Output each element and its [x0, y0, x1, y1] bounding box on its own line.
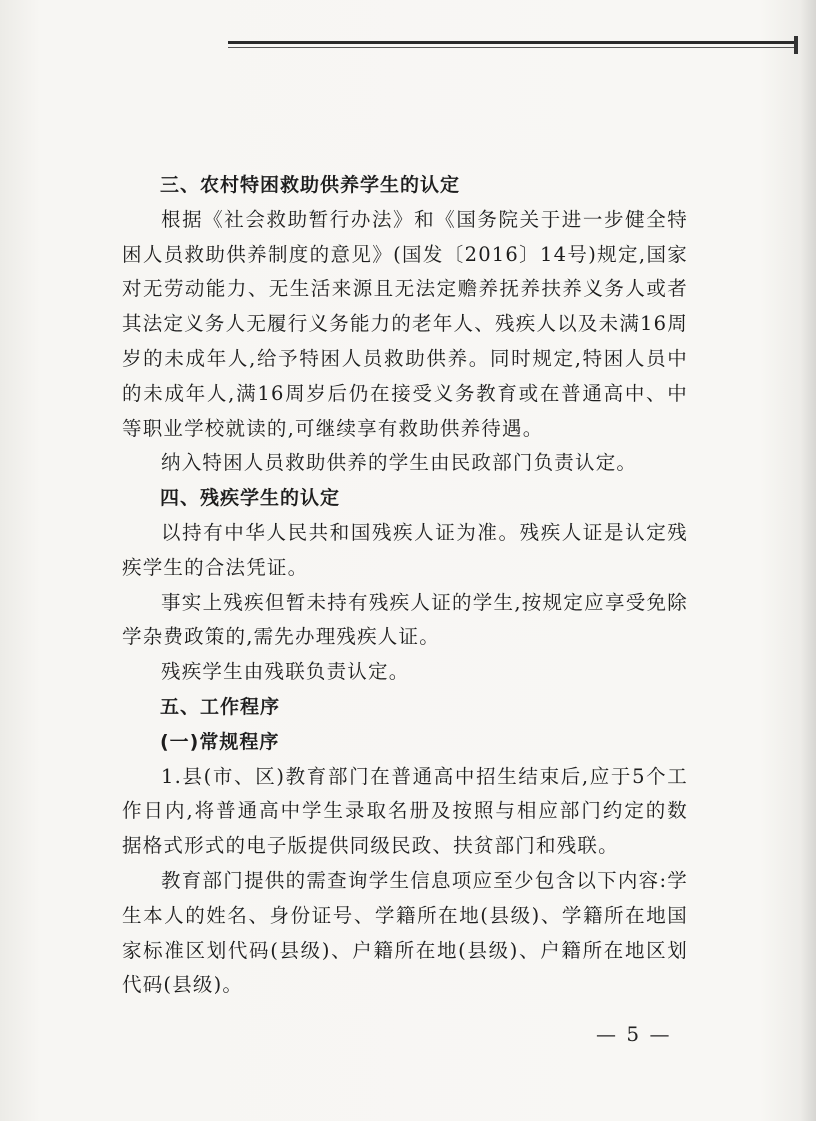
- header-rule-thin: [228, 47, 796, 48]
- page-number: — 5 —: [596, 1022, 672, 1046]
- section-heading-5: 五、工作程序: [160, 695, 281, 718]
- header-rule: [228, 41, 796, 44]
- document-body: [122, 168, 688, 1003]
- paragraph: 1.县(市、区)教育部门在普通高中招生结束后,应于5个工作日内,将普通高中学生录取名册及按照与相应部门约定的数据格式形式的电子版提供同级民政、扶贫部门和残联。: [122, 764, 688, 858]
- edge-mark: [794, 36, 798, 54]
- paragraph: 教育部门提供的需查询学生信息项应至少包含以下内容:学生本人的姓名、身份证号、学籍所在地(县级)、学籍所在地国家标准区划代码(县级)、户籍所在地(县级)、户籍所在地区划代码(县级)。: [122, 868, 688, 997]
- paragraph: 根据《社会救助暂行办法》和《国务院关于进一步健全特困人员救助供养制度的意见》(国发〔2016〕14号)规定,国家对无劳动能力、无生活来源且无法定赡养抚养扶养义务人或者其法定义务人无履行义务能力的老年人、残疾人以及未满16周岁的未成年人,给予特困人员救助供养。同时规定,特困人员中的未成年人,满16周岁后仍在接受义务教育或在普通高中、中等职业学校就读的,可继续享有救助供养待遇。: [122, 207, 688, 440]
- subsection-heading: (一)常规程序: [160, 730, 280, 753]
- paragraph: 事实上残疾但暂未持有残疾人证的学生,按规定应享受免除学杂费政策的,需先办理残疾人证。: [122, 590, 688, 649]
- section-heading-3: 三、农村特困救助供养学生的认定: [160, 174, 461, 196]
- page-edge-shadow: [800, 0, 816, 1121]
- paragraph: 以持有中华人民共和国残疾人证为准。残疾人证是认定残疾学生的合法凭证。: [122, 520, 688, 579]
- section-heading-4: 四、残疾学生的认定: [160, 487, 341, 510]
- paragraph: 纳入特困人员救助供养的学生由民政部门负责认定。: [161, 451, 638, 475]
- paragraph: 残疾学生由残联负责认定。: [161, 660, 410, 684]
